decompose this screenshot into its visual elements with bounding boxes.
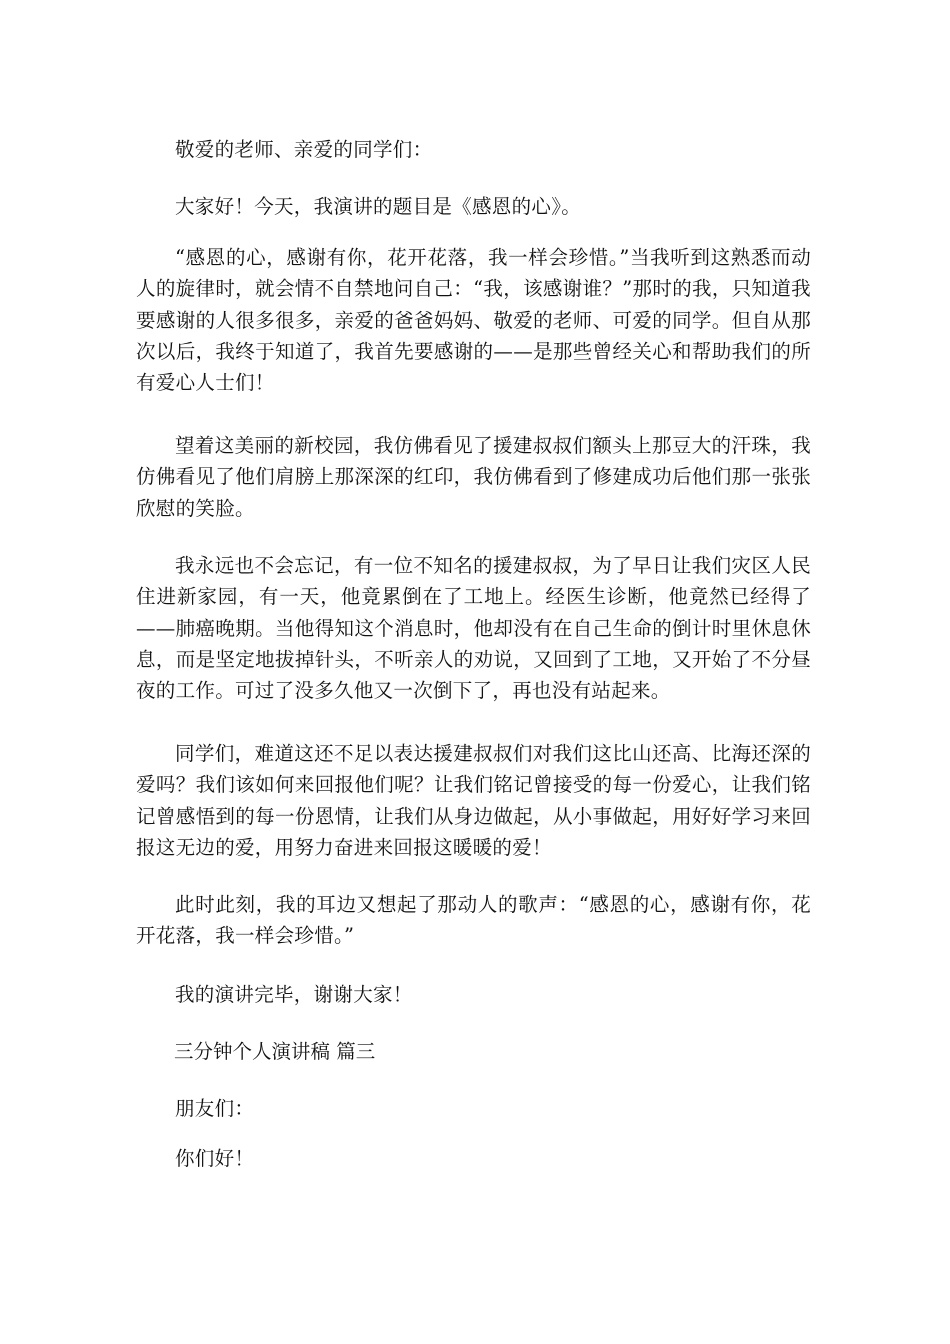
- greeting-paragraph: 大家好！今天，我演讲的题目是《感恩的心》。: [175, 195, 582, 218]
- closing-paragraph: 我的演讲完毕，谢谢大家！: [175, 983, 413, 1006]
- body-paragraph-5: 此时此刻，我的耳边又想起了那动人的歌声：“感恩的心，感谢有你，花开花落，我一样会珍惜。”: [136, 893, 811, 948]
- section-heading: 三分钟个人演讲稿 篇三: [174, 1040, 376, 1063]
- body-paragraph-3: 我永远也不会忘记，有一位不知名的援建叔叔，为了早日让我们灾区人民住进新家园，有一天，他竟累倒在了工地上。经医生诊断，他竟然已经得了——肺癌晚期。当他得知这个消息时，他却没有在自己生命的倒计时里休息休息，而是坚定地拔掉针头，不听亲人的劝说，又回到了工地，又开始了不分昼夜的工作。可过了没多久他又一次倒下了，再也没有站起来。: [136, 554, 811, 703]
- body-paragraph-2: 望着这美丽的新校园，我仿佛看见了援建叔叔们额头上那豆大的汗珠，我仿佛看见了他们肩膀上那深深的红印，我仿佛看到了修建成功后他们那一张张欣慰的笑脸。: [136, 434, 811, 520]
- greeting-friends: 你们好！: [175, 1147, 255, 1170]
- salutation-friends: 朋友们：: [175, 1097, 255, 1120]
- body-paragraph-4: 同学们，难道这还不足以表达援建叔叔们对我们这比山还高、比海还深的爱吗？我们该如何来回报他们呢？让我们铭记曾接受的每一份爱心，让我们铭记曾感悟到的每一份恩情，让我们从身边做起，从小事做起，用好好学习来回报这无边的爱，用努力奋进来回报这暖暖的爱！: [136, 742, 811, 859]
- body-paragraph-1: “感恩的心，感谢有你，花开花落，我一样会珍惜。”当我听到这熟悉而动人的旋律时，就会情不自禁地问自己：“我，该感谢谁？”那时的我，只知道我要感谢的人很多很多，亲爱的爸爸妈妈、敬爱的老师、可爱的同学。但自从那次以后，我终于知道了，我首先要感谢的——是那些曾经关心和帮助我们的所有爱心人士们！: [136, 246, 811, 395]
- salutation: 敬爱的老师、亲爱的同学们：: [175, 138, 433, 161]
